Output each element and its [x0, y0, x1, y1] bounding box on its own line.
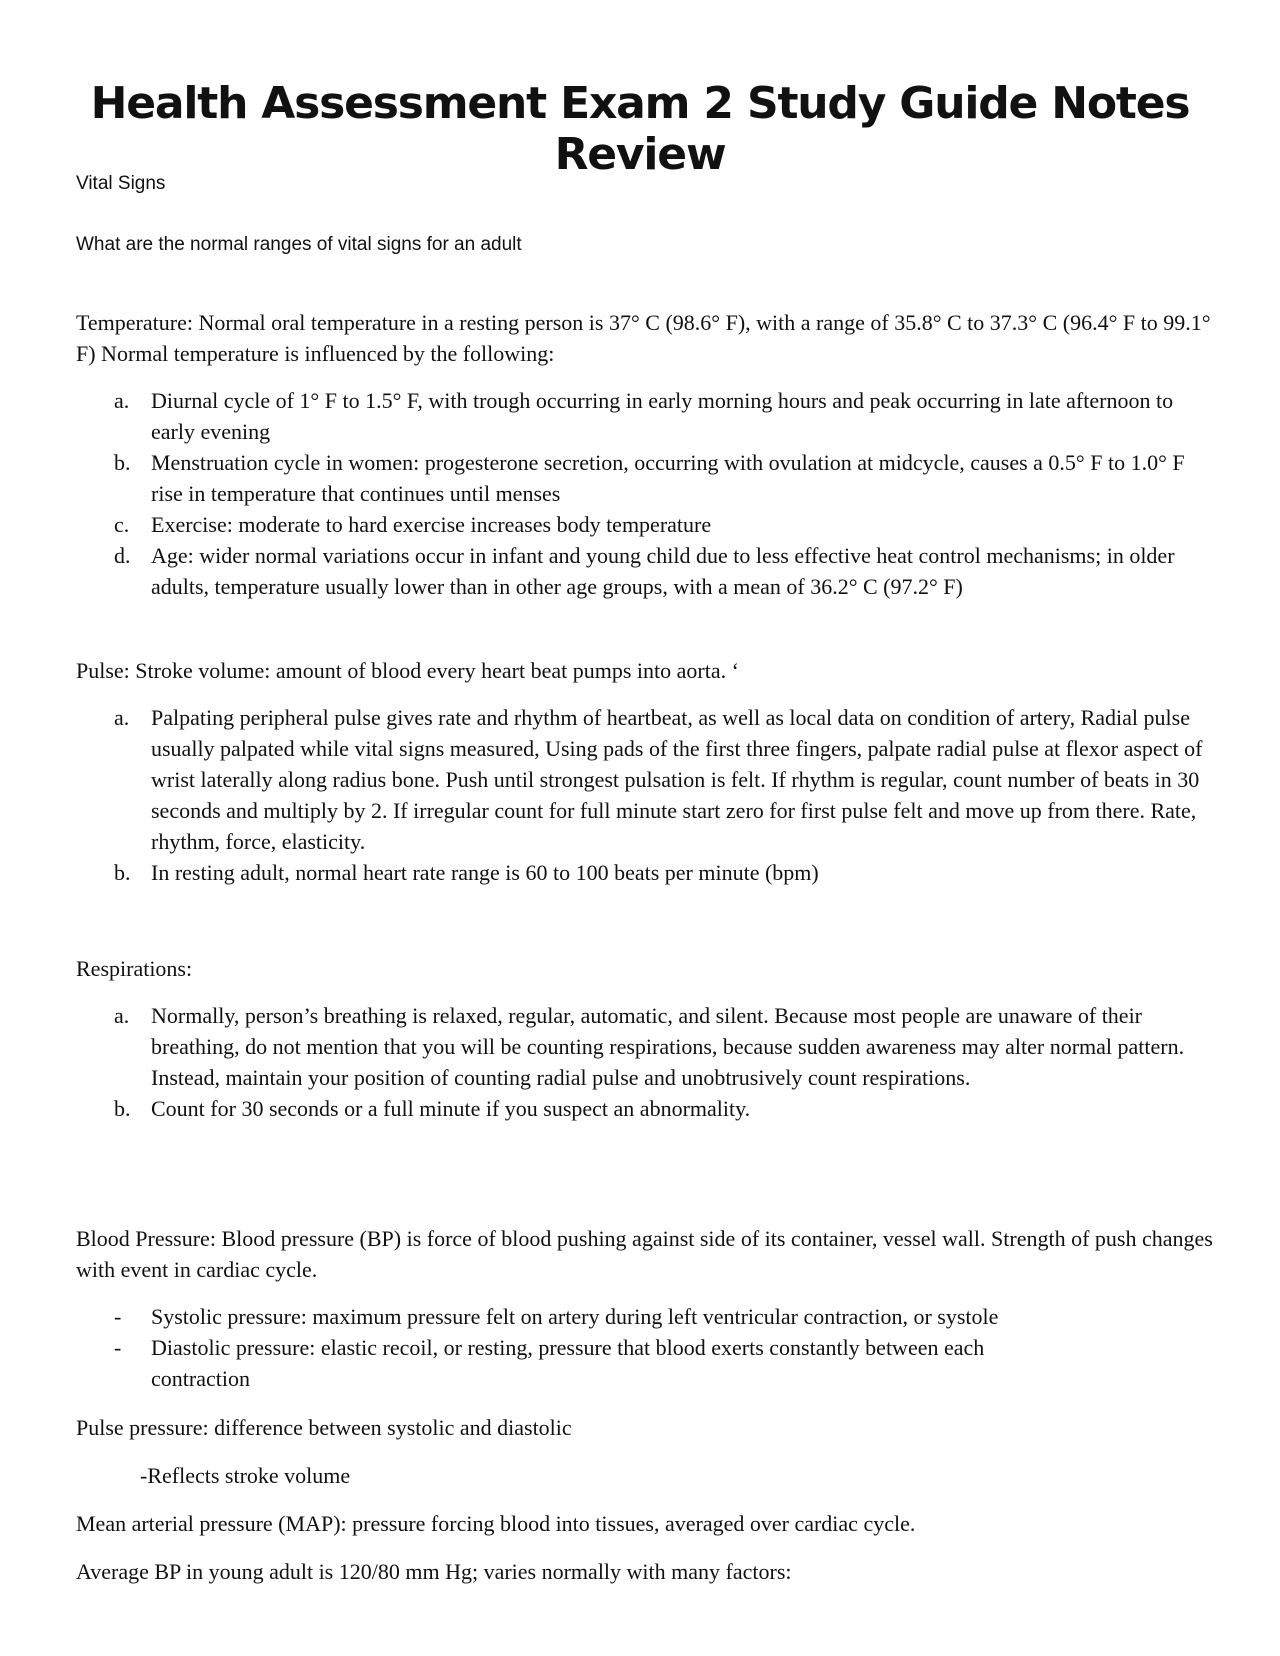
list-text: Normally, person’s breathing is relaxed, regular, automatic, and silent. Because most people are unaware of their breathing, do not mention that you will be counting respirations, because sudden awareness may alter normal pattern. Instead, maintain your position of counting radial pulse and unobtrusively count respirations. [151, 1003, 1185, 1090]
average-bp-text: Average BP in young adult is 120/80 mm Hg; varies normally with many factors: [76, 1559, 792, 1584]
temperature-section [76, 307, 1216, 602]
list-item [76, 509, 851, 540]
list-marker: a. [114, 705, 130, 730]
list-marker: - [114, 1304, 122, 1329]
respirations-intro: Respirations: [76, 956, 193, 981]
document-title: Health Assessment Exam 2 Study Guide Notes Review [90, 78, 1190, 180]
reflects-note: -Reflects stroke volume [140, 1463, 351, 1488]
map-text: Mean arterial pressure (MAP): pressure forcing blood into tissues, averaged over cardiac cycle. [76, 1511, 916, 1536]
list-marker: b. [114, 1096, 131, 1121]
question-text: What are the normal ranges of vital signs for an adult [76, 234, 522, 255]
list-text: Diastolic pressure: elastic recoil, or resting, pressure that blood exerts constantly between each contraction [151, 1335, 985, 1391]
list-item [76, 1093, 1216, 1124]
list-marker: a. [114, 1003, 130, 1028]
list-text: Count for 30 seconds or a full minute if you suspect an abnormality. [151, 1096, 751, 1121]
pulse-intro: Pulse: Stroke volume: amount of blood every heart beat pumps into aorta. ‘ [76, 658, 739, 683]
list-item [76, 540, 1216, 602]
pulse-pressure: Pulse pressure: difference between systolic and diastolic [76, 1415, 572, 1440]
list-marker: d. [114, 543, 131, 568]
list-text: Diurnal cycle of 1° F to 1.5° F, with trough occurring in early morning hours and peak occurring in late afternoon to early evening [151, 388, 1174, 444]
list-item [76, 857, 1216, 888]
list-text: Systolic pressure: maximum pressure felt on artery during left ventricular contraction, or systole [151, 1304, 999, 1329]
list-item [76, 1000, 1216, 1093]
list-marker: b. [114, 450, 131, 475]
list-text: In resting adult, normal heart rate range is 60 to 100 beats per minute (bpm) [151, 860, 819, 885]
list-item [76, 447, 1216, 509]
list-marker: a. [114, 388, 130, 413]
list-marker: b. [114, 860, 131, 885]
list-item [76, 1301, 1216, 1332]
section-heading: Vital Signs [76, 173, 166, 194]
list-item [76, 1332, 1071, 1394]
list-marker: - [114, 1335, 122, 1360]
list-item [76, 385, 1216, 447]
blood-pressure-section [76, 1223, 1216, 1394]
pulse-section [76, 655, 1216, 888]
respirations-section [76, 953, 1216, 1124]
list-text: Exercise: moderate to hard exercise increases body temperature [151, 512, 712, 537]
list-text: Age: wider normal variations occur in infant and young child due to less effective heat control mechanisms; in older adults, temperature usually lower than in other age groups, with a mean of 36.2° C (97.2° F) [151, 543, 1175, 599]
list-text: Menstruation cycle in women: progesterone secretion, occurring with ovulation at midcycle, causes a 0.5° F to 1.0° F rise in temperature that continues until menses [151, 450, 1185, 506]
list-item [76, 702, 1216, 857]
temperature-intro: Temperature: Normal oral temperature in a resting person is 37° C (98.6° F), with a range of 35.8° C to 37.3° C (96.4° F to 99.1° F) Normal temperature is influenced by the following: [76, 310, 1211, 366]
list-marker: c. [114, 512, 130, 537]
list-text: Palpating peripheral pulse gives rate and rhythm of heartbeat, as well as local data on condition of artery, Radial pulse usually palpated while vital signs measured, Using pads of the first three fingers, palpate radial pulse at flexor aspect of wrist laterally along radius bone. Push until strongest pulsation is felt. If rhythm is regular, count number of beats in 30 seconds and multiply by 2. If irregular count for full minute start zero for first pulse felt and move up from there. Rate, rhythm, force, elasticity. [151, 705, 1203, 854]
bp-intro: Blood Pressure: Blood pressure (BP) is force of blood pushing against side of its container, vessel wall. Strength of push changes with event in cardiac cycle. [76, 1226, 1213, 1282]
